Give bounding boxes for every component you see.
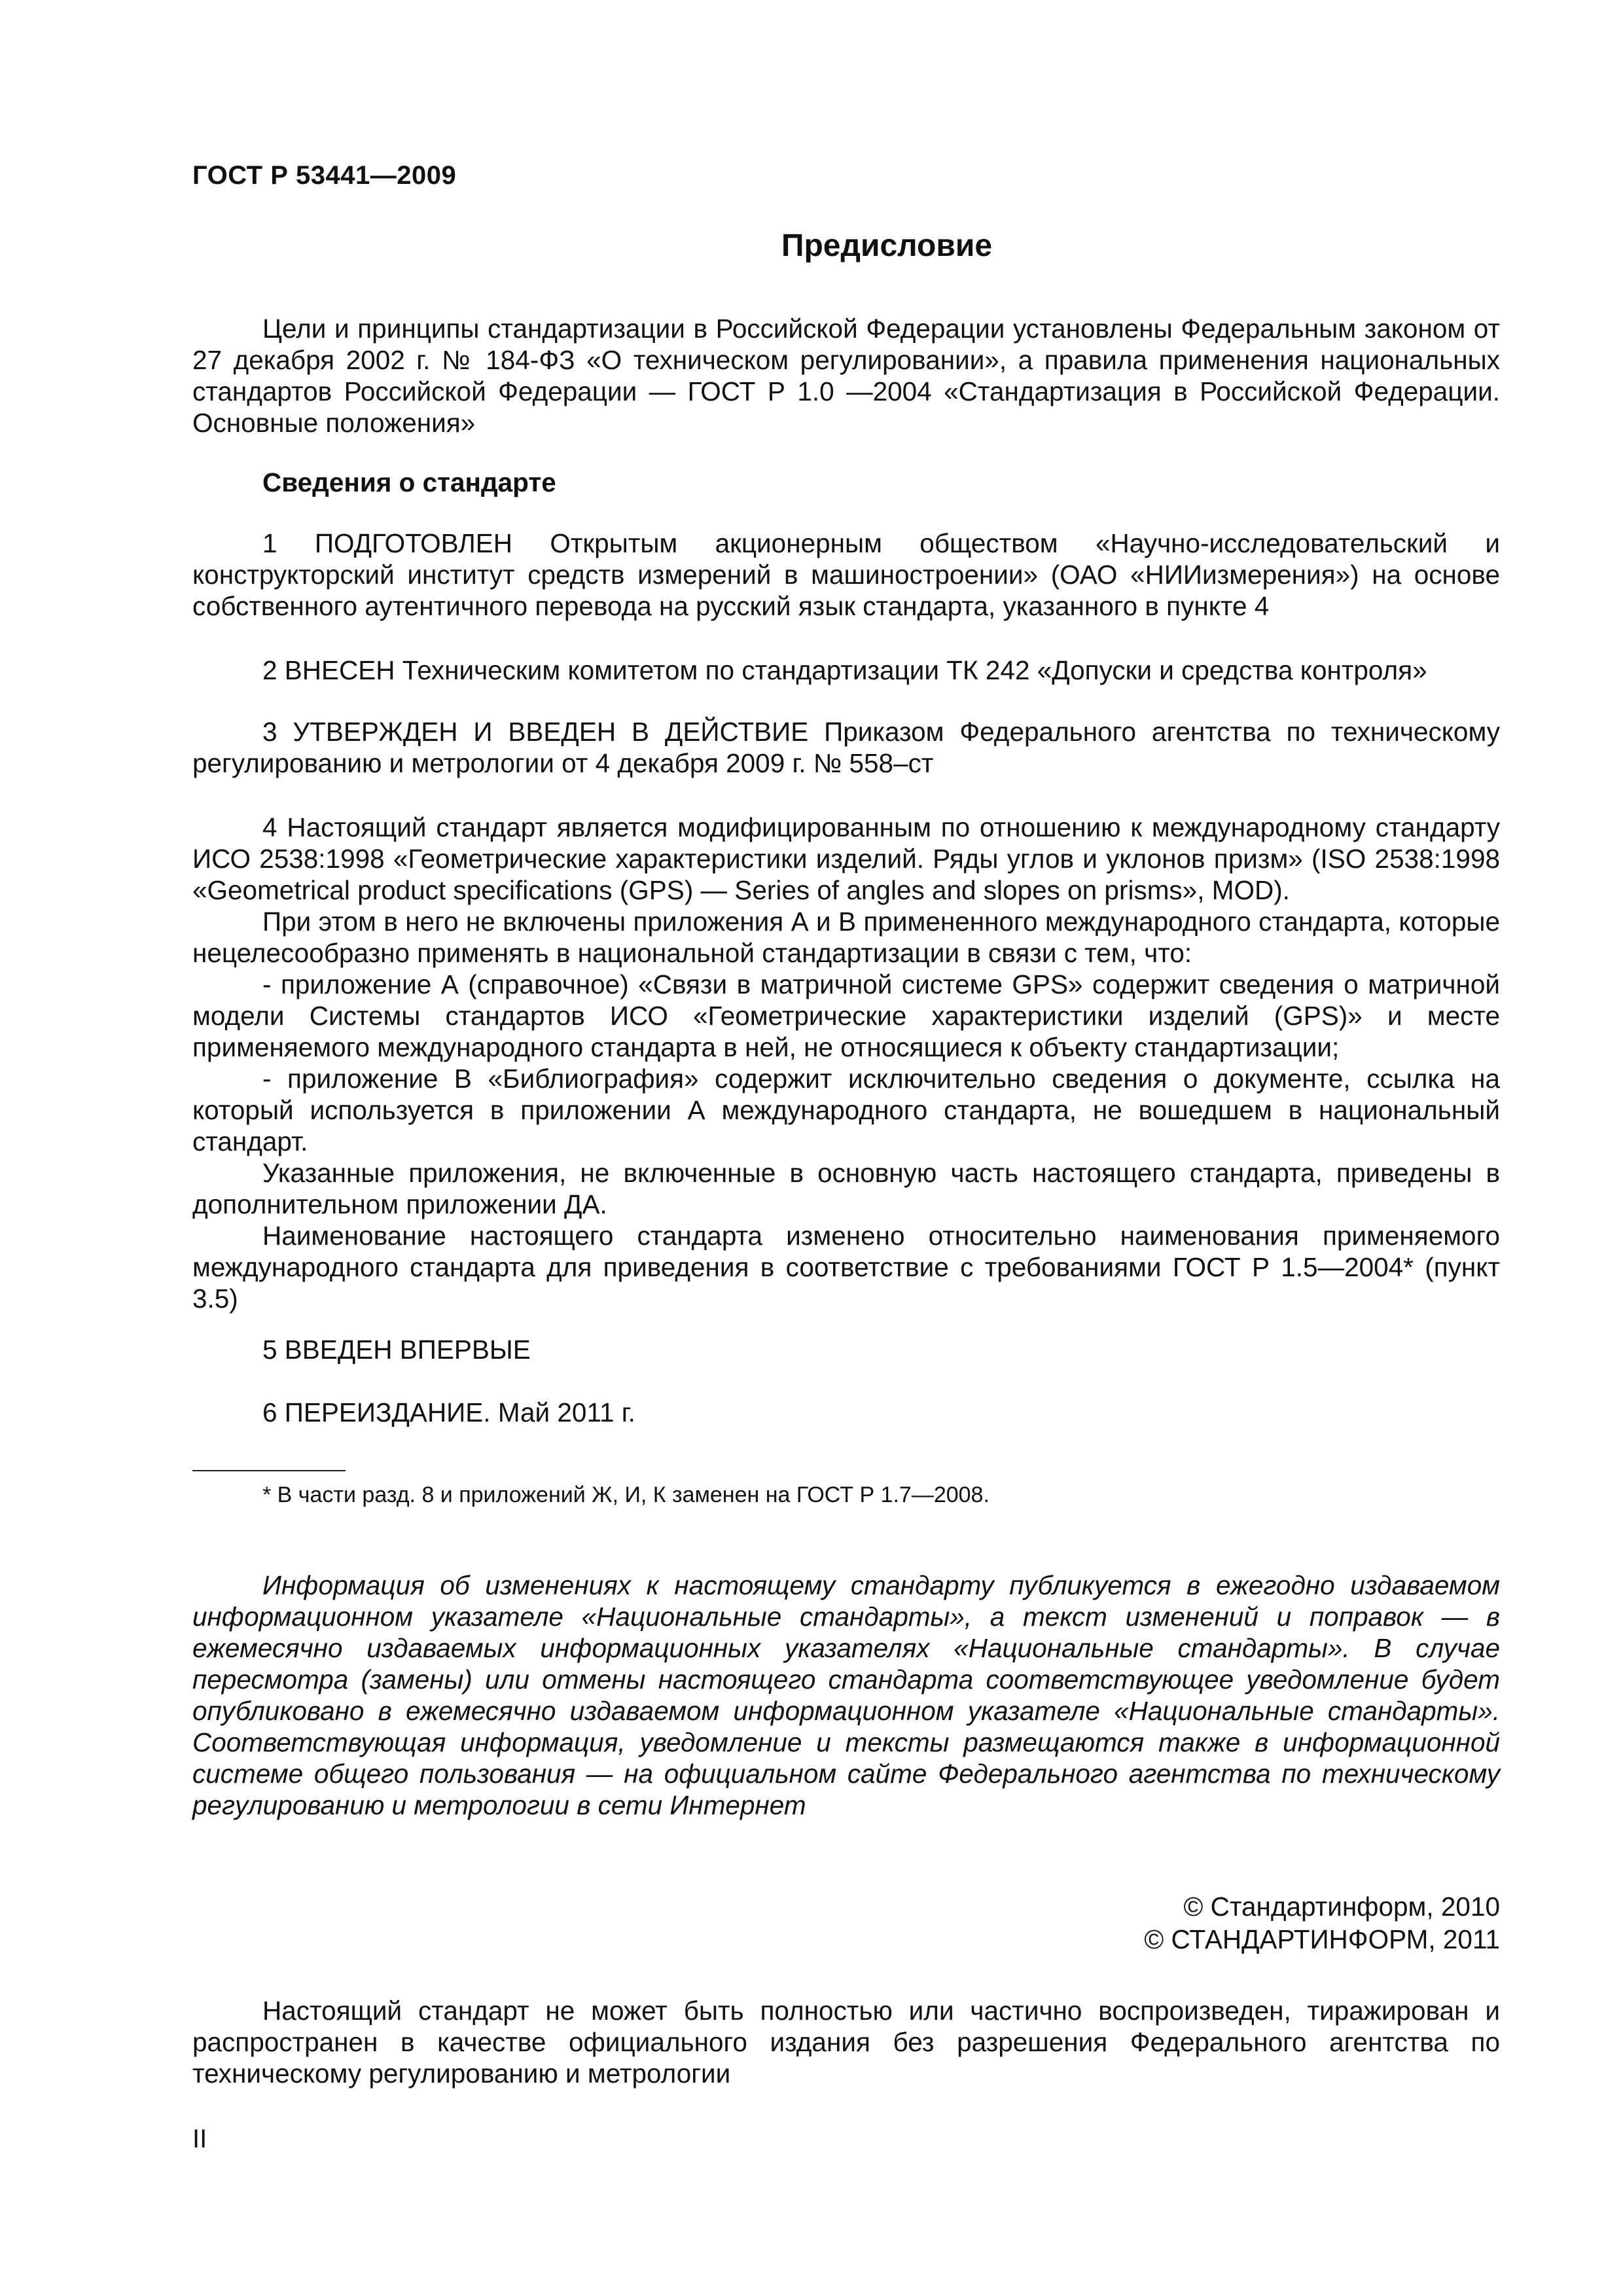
copyright-line-2011: © СТАНДАРТИНФОРМ, 2011 [1144, 1924, 1500, 1954]
item-6-paragraph: 6 ПЕРЕИЗДАНИЕ. Май 2011 г. [262, 1397, 635, 1427]
item-4-paragraph-main: 4 Настоящий стандарт является модифицированным по отношению к международному стандарту ИСО 2538:1998 «Геометрические характеристики изделий. Ряды углов и уклонов призм» (ISO 2538:1998 «Geometrical product specifications (GPS) — Series of angles and slopes on prisms», MOD). [192, 812, 1500, 905]
item-1-block [192, 528, 1500, 622]
item-3-paragraph: 3 УТВЕРЖДЕН И ВВЕДЕН В ДЕЙСТВИЕ Приказом Федерального агентства по техническому регулированию и метрологии от 4 декабря 2009 г. № 558–ст [192, 717, 1500, 778]
page-number: II [192, 2125, 207, 2153]
item-5-block [192, 1334, 1500, 1365]
item-4-annex-a-bullet: - приложение А (справочное) «Связи в матричной системе GPS» содержит сведения о матричной модели Системы стандартов ИСО «Геометрические характеристики изделий (GPS)» и месте применяемого международного стандарта в ней, не относящиеся к объекту стандартизации; [192, 969, 1500, 1062]
item-6-block [192, 1397, 1500, 1428]
copyright-line-2010: © Стандартинформ, 2010 [1183, 1892, 1500, 1922]
change-notice-paragraph: Информация об изменениях к настоящему стандарту публикуется в ежегодно издаваемом информационном указателе «Национальные стандарты», а текст изменений и поправок — в ежемесячно издаваемых информационных указателях «Национальные стандарты». В случае пересмотра (замены) или отмены настоящего стандарта соответствующее уведомление будет опубликовано в ежемесячно издаваемом информационном указателе «Национальные стандарты». Соответствующая информация, уведомление и тексты размещаются также в информационной системе общего пользования — на официальном сайте Федерального агентства по техническому регулированию и метрологии в сети Интернет [192, 1570, 1500, 1820]
standard-code-header: ГОСТ Р 53441—2009 [192, 161, 457, 190]
item-5-paragraph: 5 ВВЕДЕН ВПЕРВЫЕ [262, 1335, 531, 1365]
standard-info-heading: Сведения о стандарте [262, 467, 556, 497]
item-4-paragraph-title-change: Наименование настоящего стандарта изменено относительно наименования применяемого международного стандарта для приведения в соответствие с требованиями ГОСТ Р 1.5—2004* (пункт 3.5) [192, 1221, 1500, 1314]
intro-paragraph-block [192, 313, 1500, 439]
footnote: * В части разд. 8 и приложений Ж, И, К заменен на ГОСТ Р 1.7—2008. [262, 1482, 990, 1507]
reproduction-notice-block [192, 1995, 1500, 2089]
reproduction-notice-paragraph: Настоящий стандарт не может быть полностью или частично воспроизведен, тиражирован и распространен в качестве официального издания без разрешения Федерального агентства по техническому регулированию и метрологии [192, 1996, 1500, 2089]
item-4-annex-b-bullet: - приложение В «Библиография» содержит исключительно сведения о документе, ссылка на который используется в приложении А международного стандарта, не вошедшем в национальный стандарт. [192, 1064, 1500, 1157]
copyright-block [1144, 1890, 1500, 1956]
change-notice-block [192, 1570, 1500, 1821]
item-2-block [192, 655, 1500, 686]
item-4-block [192, 812, 1500, 1314]
item-2-paragraph: 2 ВНЕСЕН Техническим комитетом по стандартизации ТК 242 «Допуски и средства контроля» [262, 655, 1427, 685]
footnote-divider [192, 1470, 346, 1471]
item-4-paragraph-exclusions: При этом в него не включены приложения А и В примененного международного стандарта, которые нецелесообразно применять в национальной стандартизации в связи с тем, что: [192, 906, 1500, 968]
item-4-paragraph-annex-da: Указанные приложения, не включенные в основную часть настоящего стандарта, приведены в дополнительном приложении ДА. [192, 1158, 1500, 1219]
page-title: Предисловие [781, 228, 993, 263]
item-3-block [192, 716, 1500, 779]
item-1-paragraph: 1 ПОДГОТОВЛЕН Открытым акционерным обществом «Научно-исследовательский и конструкторский институт средств измерений в машиностроении» (ОАО «НИИизмерения») на основе собственного аутентичного перевода на русский язык стандарта, указанного в пункте 4 [192, 528, 1500, 621]
intro-paragraph: Цели и принципы стандартизации в Российской Федерации установлены Федеральным законом от 27 декабря 2002 г. № 184-ФЗ «О техническом регулировании», а правила применения национальных стандартов Российской Федерации — ГОСТ Р 1.0 —2004 «Стандартизация в Российской Федерации. Основные положения» [192, 314, 1500, 438]
